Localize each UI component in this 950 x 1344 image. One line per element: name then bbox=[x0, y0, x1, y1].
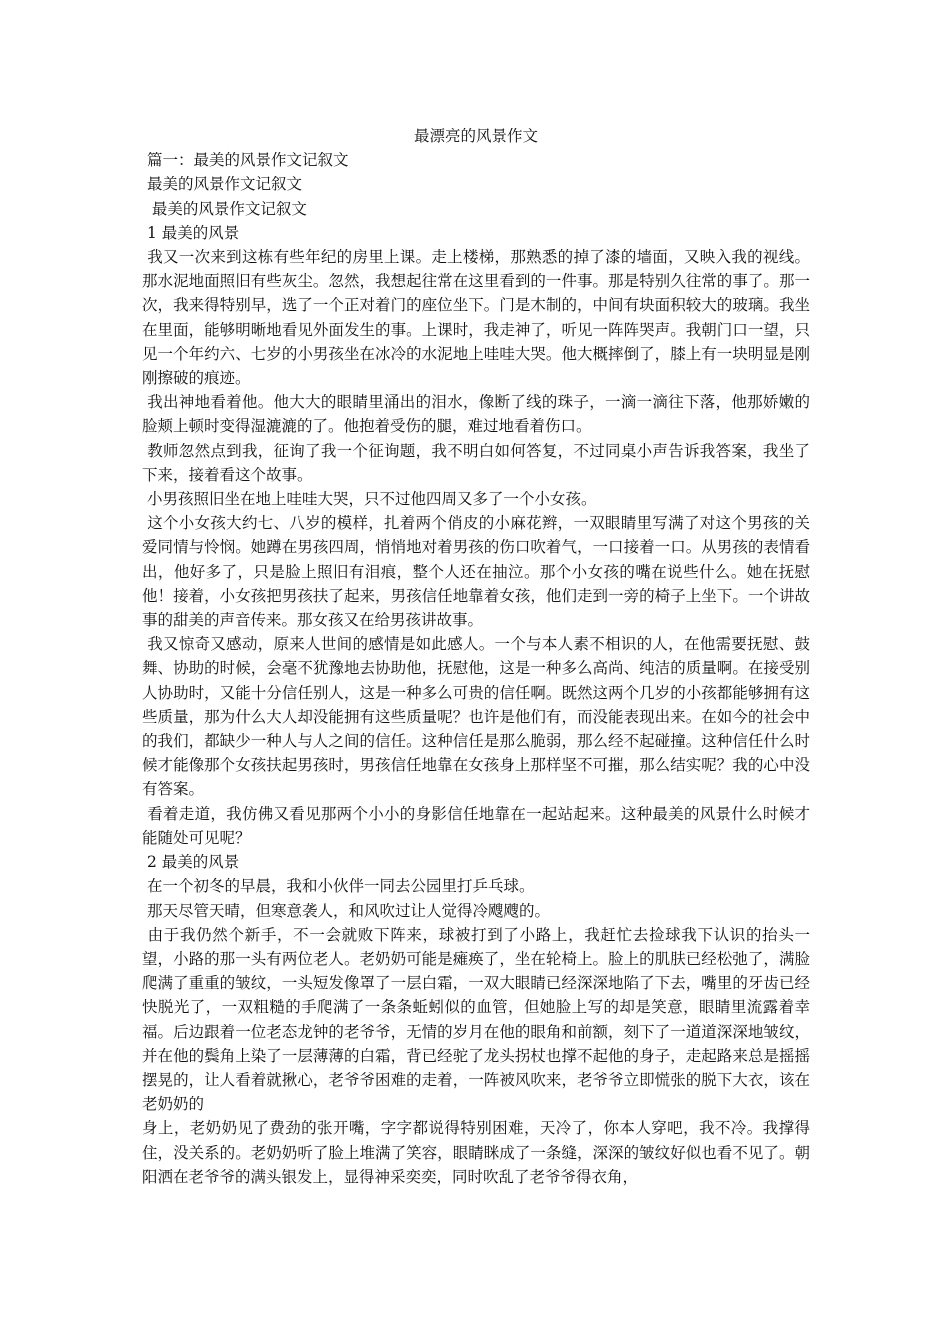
paragraph: 我又一次来到这栋有些年纪的房里上课。走上楼梯，那熟悉的掉了漆的墙面，又映入我的视线。那水泥地面照旧有些灰尘。忽然，我想起往常在这里看到的一件事。那是特别久往常的事了。那一次，我来得特别早，选了一个正对着门的座位坐下。门是木制的，中间有块面积较大的玻璃。我坐在里面，能够明晰地看见外面发生的事。上课时，我走神了，听见一阵阵哭声。我朝门口一望，只见一个年约六、七岁的小男孩坐在冰冷的水泥地上哇哇大哭。他大概摔倒了，膝上有一块明显是刚刚擦破的痕迹。 bbox=[142, 248, 810, 388]
paragraph: 这个小女孩大约七、八岁的模样，扎着两个俏皮的小麻花辫，一双眼睛里写满了对这个男孩的关爱同情与怜悯。她蹲在男孩四周，悄悄地对着男孩的伤口吹着气，一口接着一口。从男孩的表情看出，他好多了，只是脸上照旧有泪痕，整个人还在抽泣。那个小女孩的嘴在说些什么。她在抚慰他！接着，小女孩把男孩扶了起来，男孩信任地靠着女孩，他们走到一旁的椅子上坐下。一个讲故事的甜美的声音传来。那女孩又在给男孩讲故事。 bbox=[142, 514, 810, 630]
paragraph: 在一个初冬的早晨，我和小伙伴一同去公园里打乒乓球。 bbox=[142, 877, 535, 896]
subheading-1: 最美的风景作文记叙文 bbox=[142, 175, 302, 194]
subheading-2: 最美的风景作文记叙文 bbox=[142, 199, 307, 218]
paragraph: 小男孩照旧坐在地上哇哇大哭，只不过他四周又多了一个小女孩。 bbox=[142, 490, 597, 509]
paragraph: 我出神地看着他。他大大的眼睛里涌出的泪水，像断了线的珠子，一滴一滴往下落，他那娇嫩的脸颊上顿时变得湿漉漉的了。他抱着受伤的腿，难过地看着伤口。 bbox=[142, 393, 810, 436]
paragraph: 由于我仍然个新手，不一会就败下阵来，球被打到了小路上，我赶忙去捡球我下认识的抬头一望，小路的那一头有两位老人。老奶奶可能是瘫痪了，坐在轮椅上。脸上的肌肤已经松弛了，满脸爬满了重重的皱纹，一头短发像罩了一层白霜，一双大眼睛已经深深地陷了下去，嘴里的牙齿已经快脱光了，一双粗糙的手爬满了一条条蚯蚓似的血管，但她脸上写的却是笑意，眼睛里流露着幸福。后边跟着一位老态龙钟的老爷爷，无情的岁月在他的眼角和前额，刻下了一道道深深地皱纹，并在他的鬓角上染了一层薄薄的白霜，背已经驼了龙头拐杖也撑不起他的身子，走起路来总是摇摇摆晃的，让人看着就揪心，老爷爷困难的走着，一阵被风吹来，老爷爷立即慌张的脱下大衣，该在老奶奶的 bbox=[142, 925, 810, 1114]
paragraph: 我又惊奇又感动，原来人世间的感情是如此感人。一个与本人素不相识的人，在他需要抚慰、鼓舞、协助的时候，会毫不犹豫地去协助他，抚慰他，这是一种多么高尚、纯洁的质量啊。在接受别人协助时，又能十分信任别人，这是一种多么可贵的信任啊。既然这两个几岁的小孩都能够拥有这些质量，那为什么大人却没能拥有这些质量呢？也许是他们有，而没能表现出来。在如今的社会中的我们，都缺少一种人与人之间的信任。这种信任是那么脆弱，那么经不起碰撞。这种信任什么时候才能像那个女孩扶起男孩时，男孩信任地靠在女孩身上那样坚不可摧，那么结实呢？我的心中没有答案。 bbox=[142, 635, 810, 799]
document-page bbox=[142, 124, 810, 1189]
document-title: 最漂亮的风景作文 bbox=[413, 127, 538, 145]
section-heading-2: 2 最美的风景 bbox=[142, 853, 240, 872]
section-heading-article-1: 篇一：最美的风景作文记叙文 bbox=[142, 151, 349, 170]
paragraph: 身上，老奶奶见了费劲的张开嘴，字字都说得特别困难，天冷了，你本人穿吧，我不冷。我撑得住，没关系的。老奶奶听了脸上堆满了笑容，眼睛眯成了一条缝，深深的皱纹好似也看不见了。朝阳洒在老爷爷的满头银发上，显得神采奕奕，同时吹乱了老爷爷得衣角， bbox=[142, 1119, 810, 1186]
paragraph: 看着走道，我仿佛又看见那两个小小的身影信任地靠在一起站起来。这种最美的风景什么时候才能随处可见呢？ bbox=[142, 804, 810, 847]
paragraph: 那天尽管天晴，但寒意袭人，和风吹过让人觉得冷飕飕的。 bbox=[142, 901, 550, 920]
section-heading-1: 1 最美的风景 bbox=[142, 223, 240, 242]
paragraph: 教师忽然点到我，征询了我一个征询题，我不明白如何答复，不过同桌小声告诉我答案，我坐了下来，接着看这个故事。 bbox=[142, 441, 810, 484]
